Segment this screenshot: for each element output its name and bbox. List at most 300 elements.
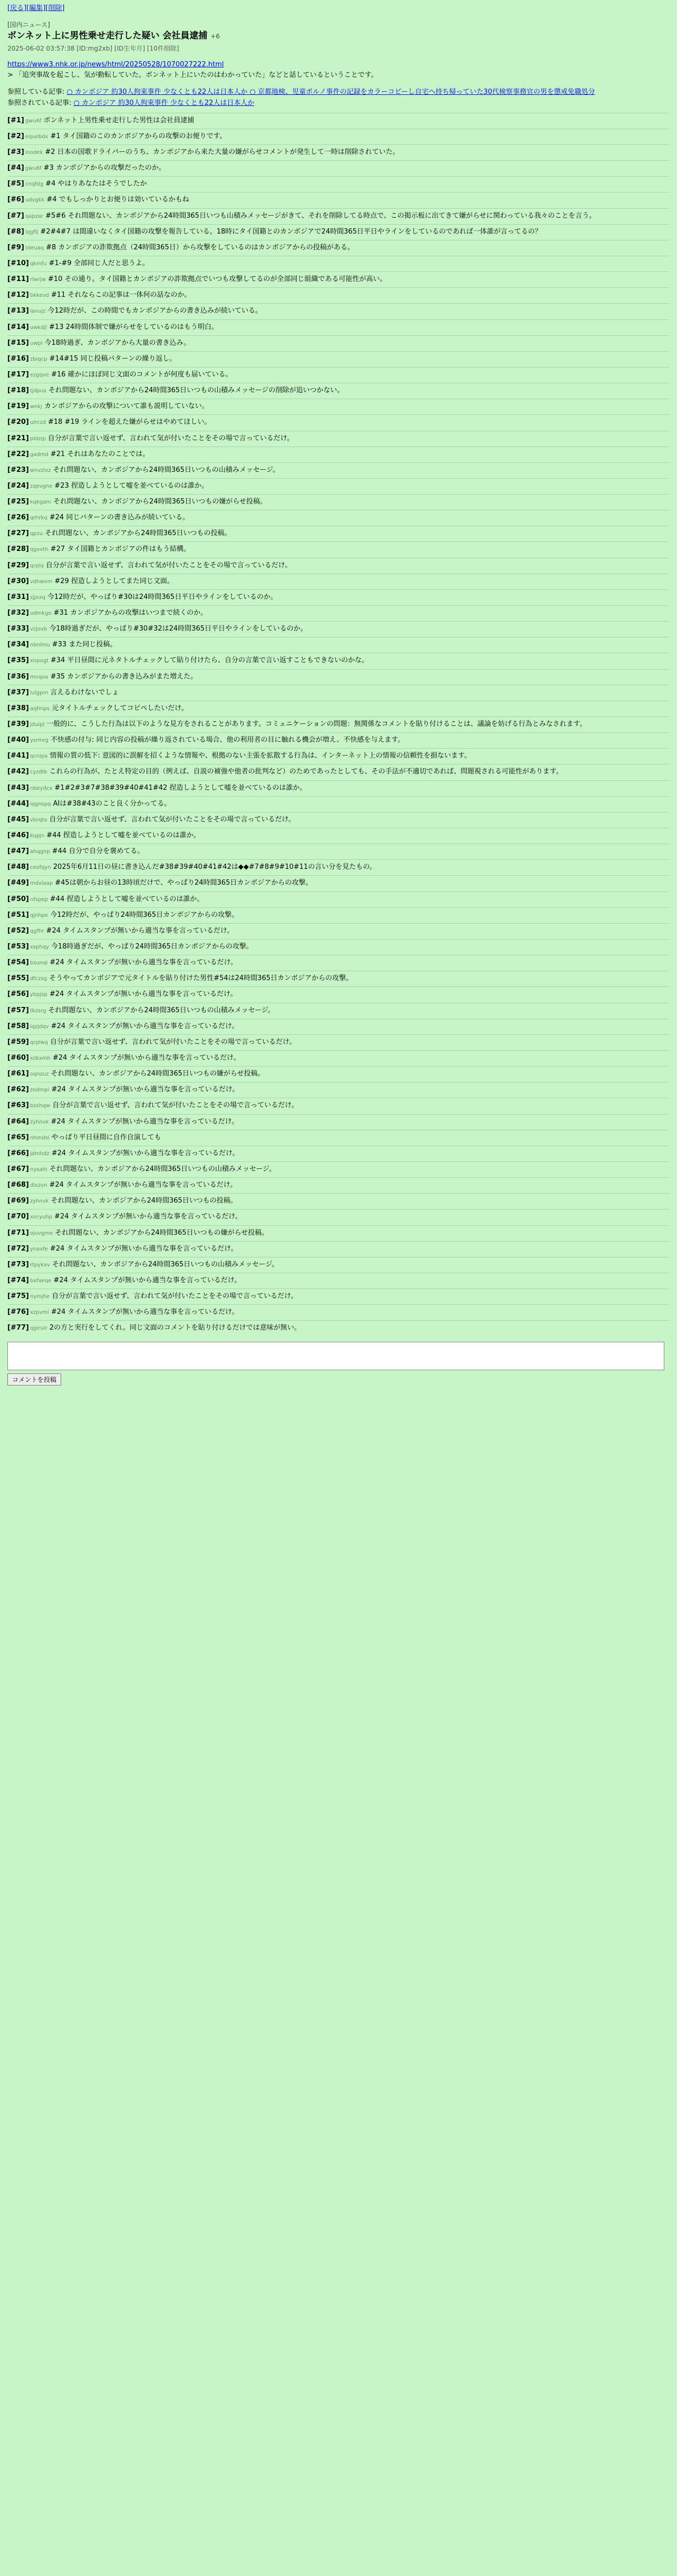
comment-number[interactable]: [#15]: [7, 338, 29, 347]
comment-body: 自分が言葉で言い返せず、言われて気が付いたことをその場で言っているだけ。: [50, 1038, 296, 1046]
comment-user-id: udmkgo: [30, 611, 52, 617]
comment-item: [7, 1225, 670, 1241]
comment-number[interactable]: [#25]: [7, 498, 29, 506]
comment-body: 2の方と実行をしてくれ。同じ文面のコメントを貼り付けるだけでは意味が無い。: [49, 1324, 301, 1332]
comment-user-id: ojuvgme: [30, 1230, 53, 1236]
comment-number[interactable]: [#41]: [7, 752, 29, 760]
comment-number[interactable]: [#17]: [7, 370, 29, 379]
comment-user-id: nymjhe: [30, 1294, 50, 1300]
comment-number[interactable]: [#45]: [7, 815, 29, 824]
comment-body: #29 捏造しようとしてまた同じ文面。: [54, 577, 174, 585]
comment-number[interactable]: [#37]: [7, 688, 29, 696]
comment-number[interactable]: [#62]: [7, 1086, 29, 1094]
comment-user-id: kupjn: [30, 833, 45, 839]
comment-number[interactable]: [#77]: [7, 1324, 29, 1332]
comment-number[interactable]: [#39]: [7, 720, 29, 729]
comment-number[interactable]: [#51]: [7, 911, 29, 919]
comment-user-id: qkmfu: [30, 260, 47, 267]
comment-body: #13 24時間体制で嫌がらせをしているのはもう明白。: [49, 323, 218, 331]
comment-item: [7, 986, 670, 1002]
comment-item: [7, 144, 670, 160]
comment-number[interactable]: [#47]: [7, 847, 29, 856]
comment-number[interactable]: [#16]: [7, 354, 29, 363]
comment-item: [7, 828, 670, 844]
comment-user-id: nhmdsi: [30, 1135, 50, 1141]
comment-item: [7, 1304, 670, 1320]
comment-number[interactable]: [#71]: [7, 1228, 29, 1237]
comment-number[interactable]: [#63]: [7, 1101, 29, 1110]
comment-user-id: qrplwq: [30, 1039, 48, 1045]
comment-item: [7, 541, 670, 557]
comment-body: #2#4#7 は間違いなくタイ国籍の攻撃を報告している。18時にタイ国籍とのカンボジアで24時間365日平日やラインをしているのであれば一体誰が言ってるの？: [40, 227, 542, 236]
comment-number[interactable]: [#50]: [7, 895, 29, 903]
post-meta: 2025-06-02 03:57:38 [ID:mg2xb] [ID生年月] [10件削除]: [7, 44, 179, 52]
comment-item: [7, 1209, 670, 1225]
ref-link[interactable]: ○ カンボジア 約30人拘束事件 少なくとも22人は日本人か ○ 京都地検、児童ポルノ事件の記録をカラーコピーし自宅へ持ち帰っていた30代検察事務官の男を懲戒免職処分: [66, 88, 595, 96]
comment-number[interactable]: [#9]: [7, 243, 24, 251]
comment-item: [7, 1114, 670, 1130]
comment-item: [7, 892, 670, 907]
comment-number[interactable]: [#20]: [7, 418, 29, 427]
comment-body: #23 捏造しようとして嘘を並べているのは誰か。: [54, 481, 208, 490]
comment-number[interactable]: [#13]: [7, 307, 29, 315]
comment-user-id: equebdx: [25, 133, 49, 140]
comment-number[interactable]: [#38]: [7, 704, 29, 712]
back-edit-delete-links[interactable]: [戻る][編集][削除]: [7, 4, 65, 12]
comment-item: [7, 812, 670, 828]
comment-item: [7, 208, 670, 224]
top-nav: [7, 3, 670, 14]
comment-number[interactable]: [#60]: [7, 1053, 29, 1062]
comment-number[interactable]: [#57]: [7, 1006, 29, 1014]
comment-number[interactable]: [#74]: [7, 1276, 29, 1284]
comment-item: [7, 351, 670, 367]
comment-number[interactable]: [#33]: [7, 625, 29, 633]
comment-user-id: iqgnspq: [30, 801, 51, 807]
comment-item: [7, 1273, 670, 1289]
comment-body: #14#15 同じ投稿パターンの繰り返し。: [49, 354, 177, 363]
comment-body: 自分が言葉で言い返せず、言われて気が付いたことをその場で言っているだけ。: [52, 1292, 298, 1301]
comment-user-id: pldzqi: [30, 435, 46, 442]
comment-user-id: aqfmps: [30, 705, 50, 712]
comment-user-id: xzpvmi: [30, 1310, 49, 1316]
comment-body: #24 タイムスタンプが無いから適当な事を言っているだけ。: [49, 990, 237, 999]
comment-number[interactable]: [#6]: [7, 196, 24, 204]
comment-user-id: qrhrkq: [30, 515, 47, 521]
comment-number[interactable]: [#72]: [7, 1244, 29, 1253]
comment-body: 今18時過ぎだが、やっぱり24時間365日カンボジアからの攻撃。: [51, 943, 253, 951]
comment-user-id: inodek: [25, 149, 43, 156]
comment-user-id: gwu6f: [25, 118, 42, 124]
comment-user-id: gadmd: [30, 451, 49, 458]
comment-user-id: lulgpm: [30, 690, 49, 696]
comment-body: #33 また同じ投稿。: [52, 641, 117, 649]
comment-number[interactable]: [#44]: [7, 799, 29, 808]
comment-body: 自分が言葉で言い返せず、言われて気が付いたことをその場で言っているだけ。: [52, 1101, 298, 1110]
category-label: [国内ニュース]: [7, 21, 50, 29]
comment-body: #35 カンボジアからの書き込みがまた増えた。: [50, 672, 198, 681]
comment-body: #8 カンボジアの詐欺拠点（24時間365日）から攻撃をしているのはカンボジアからの投稿がある。: [46, 243, 354, 251]
comment-item: [7, 574, 670, 589]
comment-user-id: vzjovb: [30, 626, 47, 633]
comment-item: [7, 1146, 670, 1161]
ref-referring: [7, 87, 670, 98]
comment-number[interactable]: [#61]: [7, 1070, 29, 1078]
comment-body: それ問題ない、カンボジアから24時間365日いつもの山積みメッセージ。: [48, 1006, 275, 1014]
comment-item: [7, 1066, 670, 1082]
comment-number[interactable]: [#66]: [7, 1149, 29, 1157]
comment-user-id: zqevgne: [30, 483, 53, 489]
comment-textarea[interactable]: [7, 1342, 664, 1370]
comment-user-id: jdmhdz: [30, 1150, 50, 1157]
comment-body: #4 でもしっかりとお便りは効いているかもね: [46, 196, 189, 204]
comment-body: それ問題ない、カンボジアから24時間365日いつもの山積みメッセージ。: [53, 466, 280, 474]
comment-item: [7, 256, 670, 272]
comment-item: [7, 637, 670, 653]
comment-number[interactable]: [#43]: [7, 783, 29, 792]
comment-user-id: xnpogt: [30, 658, 49, 664]
comment-number[interactable]: [#52]: [7, 926, 29, 935]
comment-item: [7, 399, 670, 414]
comment-item: [7, 701, 670, 716]
comment-user-id: rlwrjw: [30, 277, 46, 283]
comment-number[interactable]: [#54]: [7, 958, 29, 967]
comment-item: [7, 1130, 670, 1146]
comment-body: #24 タイムスタンプが無いから適当な事を言っているだけ。: [53, 1276, 241, 1284]
comment-number[interactable]: [#12]: [7, 291, 29, 299]
comment-user-id: qgfhr: [30, 928, 44, 934]
comment-number[interactable]: [#46]: [7, 831, 29, 840]
comment-number[interactable]: [#68]: [7, 1181, 29, 1189]
comment-body: 情報の質の低下: 意図的に誤解を招くような情報や、根拠のない主張を拡散する行為は、インターネット上の情報の信頼性を損ないます。: [50, 752, 471, 760]
page-title: [7, 30, 670, 43]
comment-item: [7, 859, 670, 875]
comment-item: [7, 447, 670, 462]
comment-item: [7, 478, 670, 494]
comment-number[interactable]: [#55]: [7, 974, 29, 983]
comment-number[interactable]: [#21]: [7, 434, 29, 442]
comment-item: [7, 192, 670, 208]
comment-item: [7, 844, 670, 859]
comment-number[interactable]: [#40]: [7, 736, 29, 744]
comment-item: [7, 287, 670, 303]
comment-item: [7, 669, 670, 685]
comment-user-id: xzkxmh: [30, 1055, 51, 1061]
comment-item: [7, 113, 670, 129]
comment-number[interactable]: [#31]: [7, 593, 29, 601]
comment-user-id: uwpl: [30, 340, 43, 346]
comment-user-id: lqzjdqv: [30, 1023, 49, 1030]
source-link-row: [7, 60, 670, 70]
comment-user-id: qapzar: [25, 213, 44, 219]
comment-body: #2 日本の国歌ドライバーのうち、カンボジアから来た大量の嫌がらせコメントが発生して一時は削除されていた。: [45, 148, 400, 156]
comment-body: #27 タイ国籍とカンボジアの件はもう結構。: [50, 545, 190, 554]
comment-number[interactable]: [#53]: [7, 943, 29, 951]
comment-item: [7, 383, 670, 399]
comment-number[interactable]: [#28]: [7, 545, 29, 554]
comment-item: [7, 431, 670, 447]
comment-item: [7, 129, 670, 144]
comment-user-id: tkzsrg: [30, 1008, 46, 1014]
comment-body: #24 タイムスタンプが無いから適当な事を言っているだけ。: [50, 958, 238, 967]
comment-body: #24 タイムスタンプが無いから適当な事を言っているだけ。: [54, 1213, 242, 1221]
comment-user-id: ulrczd: [30, 420, 46, 426]
comment-user-id: zyhnvk: [30, 1119, 49, 1125]
comment-number[interactable]: [#27]: [7, 529, 29, 538]
comment-body: 一般的に、こうした行為は以下のような見方をされることがあります。コミュニケーションの問題：無関係なコメントを貼り付けることは、議論を妨げる行為とみなされます。: [46, 720, 587, 729]
comment-item: [7, 1034, 670, 1050]
comment-user-id: qpzu: [30, 531, 43, 537]
comment-body: 不快感の付与: 同じ内容の投稿が繰り返されている場合、他の利用者の目に触れる機会が増え、不快感を与えます。: [50, 736, 405, 744]
comment-item: [7, 240, 670, 256]
comment-user-id: tdeuaq: [25, 245, 44, 251]
comment-number[interactable]: [#48]: [7, 863, 29, 871]
comment-user-id: mdxlaap: [30, 880, 53, 887]
comment-item: [7, 764, 670, 780]
comment-number[interactable]: [#14]: [7, 323, 29, 331]
comment-number[interactable]: [#34]: [7, 641, 29, 649]
comment-user-id: tjdpus: [30, 388, 46, 394]
comment-user-id: dfczsg: [30, 976, 47, 982]
comment-item: [7, 1098, 670, 1113]
comment-user-id: ysrmrg: [30, 738, 49, 744]
post-comment-button[interactable]: コメントを投稿: [7, 1373, 61, 1386]
comment-item: [7, 923, 670, 939]
comment-number[interactable]: [#42]: [7, 768, 29, 776]
comment-body: #4 やはりあなたはそうでしたか: [45, 180, 147, 188]
comment-list: [7, 113, 670, 1337]
comment-body: #10 その通り。タイ国籍とカンボジアの詐欺拠点でいつも攻撃してるのが全部同じ組織である可能性が高い。: [48, 275, 387, 284]
comment-item: [7, 875, 670, 891]
related-articles: [7, 87, 670, 108]
comment-item: [7, 780, 670, 796]
comment-user-id: ynaxfe: [30, 1246, 48, 1252]
comment-body: #24 タイムスタンプが無いから適当な事を言っているだけ。: [51, 1117, 239, 1126]
comment-item: [7, 621, 670, 637]
comment-user-id: cyzdtk: [30, 769, 47, 776]
comment-user-id: qgiruir: [30, 1325, 47, 1332]
comment-body: カンボジアからの攻撃について誰も説明していない。: [44, 402, 209, 411]
comment-user-id: bxfaeqe: [30, 1277, 52, 1284]
comment-form: [7, 1342, 670, 1386]
comment-body: #24 タイムスタンプが無いから適当な事を言っているだけ。: [50, 1244, 238, 1253]
comment-number[interactable]: [#23]: [7, 466, 29, 474]
comment-body: それ問題ない、カンボジアから24時間365日いつもの山積みメッセージの削除が追いつかない。: [48, 386, 344, 395]
ref-label: 参照されている記事:: [7, 99, 72, 107]
comment-item: [7, 605, 670, 621]
comment-number[interactable]: [#36]: [7, 672, 29, 681]
comment-user-id: qgxvth: [30, 547, 49, 553]
comment-body: 言えるわけないでしょ: [50, 688, 119, 696]
comment-user-id: udvgkk: [25, 197, 45, 204]
comment-user-id: qrplq: [30, 563, 44, 569]
source-link[interactable]: https://www3.nhk.or.jp/news/html/20250528/1070027222.html: [7, 61, 224, 69]
comment-body: 今12時だが、やっぱり#30は24時間365日平日やラインをしているのか。: [47, 593, 277, 601]
comment-number[interactable]: [#65]: [7, 1133, 29, 1141]
comment-item: [7, 462, 670, 478]
comment-item: [7, 796, 670, 812]
comment-user-id: oqnzuz: [30, 1071, 49, 1078]
comment-body: それ問題ない、カンボジアから24時間365日いつもの嫌がらせ投稿。: [55, 1228, 269, 1237]
comment-number[interactable]: [#75]: [7, 1292, 29, 1301]
comment-user-id: wnvzlxz: [30, 467, 51, 473]
comment-number[interactable]: [#30]: [7, 577, 29, 585]
comment-body: それ問題ない、カンボジアから24時間365日いつもの嫌がらせ投稿。: [53, 498, 267, 506]
comment-body: それ問題ない、カンボジアから24時間365日いつもの投稿。: [51, 1197, 237, 1205]
comment-user-id: nfspep: [30, 896, 48, 903]
comment-user-id: vdhwvm: [30, 578, 53, 585]
comment-item: [7, 716, 670, 732]
comment-user-id: nbnlmu: [30, 642, 50, 648]
comment-user-id: ezgqve: [30, 372, 50, 378]
comment-body: #1-#9 全部同じ人だと思うよ。: [49, 259, 149, 267]
comment-number[interactable]: [#4]: [7, 164, 24, 172]
comment-body: 2025年6月11日の昼に書き込んだ#38#39#40#41#42は◆◆#7#8#9#10#11の言い分を見たもの。: [53, 863, 376, 871]
comment-body: #1 タイ国籍のこのカンボジアからの攻撃のお便りです。: [50, 132, 227, 140]
comment-body: やっぱり平日昼間に自作自演しても: [51, 1133, 161, 1141]
comment-body: それ問題ない、カンボジアから24時間365日いつもの山積みメッセージ。: [49, 1165, 276, 1173]
comment-number[interactable]: [#22]: [7, 450, 29, 458]
comment-item: [7, 907, 670, 923]
comment-number[interactable]: [#58]: [7, 1022, 29, 1030]
comment-body: #5#6 それ問題ない、カンボジアから24時間365日いつも山積みメッセージがきて、それを削除してる時点で、この掲示板に出てきて嫌がらせに関わっている我々のことを言う。: [45, 211, 596, 220]
comment-item: [7, 319, 670, 335]
comment-number[interactable]: [#24]: [7, 481, 29, 490]
comment-number[interactable]: [#3]: [7, 148, 24, 156]
comment-user-id: ahqgnp: [30, 849, 50, 855]
comment-user-id: nbeydcx: [30, 785, 53, 791]
comment-user-id: vbrqta: [30, 817, 47, 823]
comment-item: [7, 1177, 670, 1193]
comment-body: AIは#38#43のこと良く分かってる。: [53, 799, 171, 808]
comment-number[interactable]: [#10]: [7, 259, 29, 267]
comment-number[interactable]: [#29]: [7, 561, 29, 569]
comment-body: #34 平日昼間に元ネタトルチェックして貼り付けたら、自分の言葉で言い返すこともできないのかな。: [50, 656, 369, 665]
comment-item: [7, 558, 670, 574]
ref-link[interactable]: ○ カンボジア 約30人拘束事件 少なくとも22人は日本人か: [73, 99, 255, 107]
comment-number[interactable]: [#76]: [7, 1308, 29, 1316]
comment-body: これらの行為が、たとえ特定の目的（例えば、自説の補強や他者の批判など）のためであったとしても、その手法が不適切であれば、問題視される可能性があります。: [49, 768, 563, 776]
comment-number[interactable]: [#70]: [7, 1213, 29, 1221]
comment-number[interactable]: [#2]: [7, 132, 24, 140]
comment-user-id: bzunqi: [30, 960, 48, 966]
comment-number[interactable]: [#5]: [7, 180, 24, 188]
comment-body: #24 タイムスタンプが無いから適当な事を言っているだけ。: [51, 1022, 239, 1030]
comment-item: [7, 160, 670, 176]
comment-user-id: mnqoa: [30, 674, 49, 680]
comment-body: #1#2#3#7#38#39#40#41#42 捏造しようとして嘘を並べているのは誰か。: [54, 783, 307, 792]
comment-body: 今18時過ぎだが、やっぱり#30#32は24時間365日平日やラインをしているのか。: [49, 625, 307, 633]
comment-item: [7, 272, 670, 287]
comment-user-id: xsphqy: [30, 944, 49, 950]
comment-item: [7, 1003, 670, 1019]
comment-body: それ問題ない、カンボジアから24時間365日いつもの嫌がらせ投稿。: [51, 1070, 265, 1078]
comment-user-id: zodmpi: [30, 1087, 50, 1093]
comment-body: #45は朝からお昼の13時頃だけで、やっぱり24時間365日カンボジアからの攻撃。: [55, 879, 313, 887]
comment-number[interactable]: [#64]: [7, 1117, 29, 1126]
comment-number[interactable]: [#26]: [7, 514, 29, 522]
comment-body: #24 タイムスタンプが無いから適当な事を言っているだけ。: [51, 1308, 239, 1316]
comment-body: #24 タイムスタンプが無いから適当な事を言っているだけ。: [49, 1181, 237, 1189]
comment-item: [7, 971, 670, 986]
comment-body: #24 同じパターンの書き込みが続いている。: [49, 514, 190, 522]
comment-body: #18 #19 ラインを超えた嫌がらせはやめてほしい。: [47, 418, 211, 427]
comment-number[interactable]: [#73]: [7, 1260, 29, 1268]
comment-item: [7, 494, 670, 510]
comment-item: [7, 335, 670, 351]
comment-body: 自分が言葉で言い返せず、言われて気が付いたことをその場で言っているだけ。: [47, 434, 294, 442]
comment-user-id: cnqfdg: [25, 181, 44, 188]
comment-user-id: kqkgam: [30, 499, 52, 506]
comment-body: #24 タイムスタンプが無いから適当な事を言っているだけ。: [46, 926, 234, 935]
comment-user-id: lqgfij: [25, 229, 38, 235]
comment-number[interactable]: [#19]: [7, 402, 29, 411]
comment-number[interactable]: [#11]: [7, 275, 29, 284]
comment-item: [7, 939, 670, 955]
comment-body: 自分が言葉で言い返せず、言われて気が付いたことをその場で言っているだけ。: [45, 561, 292, 569]
comment-body: そうやってカンボジアで元タイトルを貼り付けた男性#54は24時間365日カンボジアからの攻撃。: [49, 974, 353, 983]
comment-item: [7, 414, 670, 430]
comment-user-id: qjnhpe: [30, 912, 49, 918]
comment-body: #24 タイムスタンプが無いから適当な事を言っているだけ。: [52, 1053, 240, 1062]
comment-number[interactable]: [#32]: [7, 609, 29, 617]
comment-item: [7, 510, 670, 526]
comment-body: #16 確かにほぼ同じ文面のコメントが何度も届いている。: [51, 370, 233, 379]
comment-body: #24 タイムスタンプが無いから適当な事を言っているだけ。: [51, 1086, 239, 1094]
comment-number[interactable]: [#35]: [7, 656, 29, 665]
comment-number[interactable]: [#7]: [7, 211, 24, 220]
comment-number[interactable]: [#59]: [7, 1038, 29, 1046]
comment-number[interactable]: [#49]: [7, 879, 29, 887]
comment-item: [7, 367, 670, 383]
comment-number[interactable]: [#69]: [7, 1197, 29, 1205]
comment-body: 自分が言葉で言い返せず、言われて気が付いたことをその場で言っているだけ。: [49, 815, 295, 824]
comment-item: [7, 732, 670, 748]
comment-body: 元タイトルチェックしてコピペしたいだけ。: [52, 704, 188, 712]
comment-item: [7, 589, 670, 605]
comment-body: 今12時だが、この時間でもカンボジアからの書き込みが続いている。: [47, 307, 263, 315]
comment-item: [7, 176, 670, 192]
comment-user-id: dlxzvn: [30, 1183, 47, 1189]
comment-body: 今12時だが、やっぱり24時間365日カンボジアからの攻撃。: [50, 911, 239, 919]
comment-number[interactable]: [#67]: [7, 1165, 29, 1173]
comment-item: [7, 1193, 670, 1209]
comment-body: それ問題ない、カンボジアから24時間365日いつもの投稿。: [45, 529, 231, 538]
comment-body: #44 自分で自分を褒めてる。: [52, 847, 144, 856]
comment-user-id: uwkdjl: [30, 324, 47, 331]
comment-number[interactable]: [#56]: [7, 990, 29, 999]
comment-number[interactable]: [#1]: [7, 116, 24, 124]
comment-body: #31 カンボジアからの攻撃はいつまで続くのか。: [53, 609, 208, 617]
comment-user-id: ybpjsp: [30, 992, 47, 998]
comment-item: [7, 1019, 670, 1034]
comment-user-id: qcnipa: [30, 753, 48, 760]
ref-label: 参照している記事:: [7, 88, 65, 96]
comment-body: それ問題ない、カンボジアから24時間365日いつもの山積みメッセージ。: [52, 1260, 279, 1268]
comment-item: [7, 224, 670, 240]
comment-number[interactable]: [#8]: [7, 227, 24, 236]
comment-user-id: zjjxxq: [30, 594, 45, 601]
comment-body: #24 タイムスタンプが無いから適当な事を言っているだけ。: [51, 1149, 239, 1157]
comment-user-id: bkkevd: [30, 293, 49, 299]
comment-item: [7, 526, 670, 541]
comment-item: [7, 303, 670, 319]
comment-number[interactable]: [#18]: [7, 386, 29, 395]
comment-user-id: zbiqcp: [30, 356, 47, 362]
comment-body: #44 捏造しようとして嘘を並べているのは誰か。: [50, 895, 204, 903]
comment-body: #11 それならこの記事は一体何の話なのか。: [51, 291, 191, 299]
comment-body: 今18時過ぎ、カンボジアから大量の書き込み。: [44, 338, 191, 347]
